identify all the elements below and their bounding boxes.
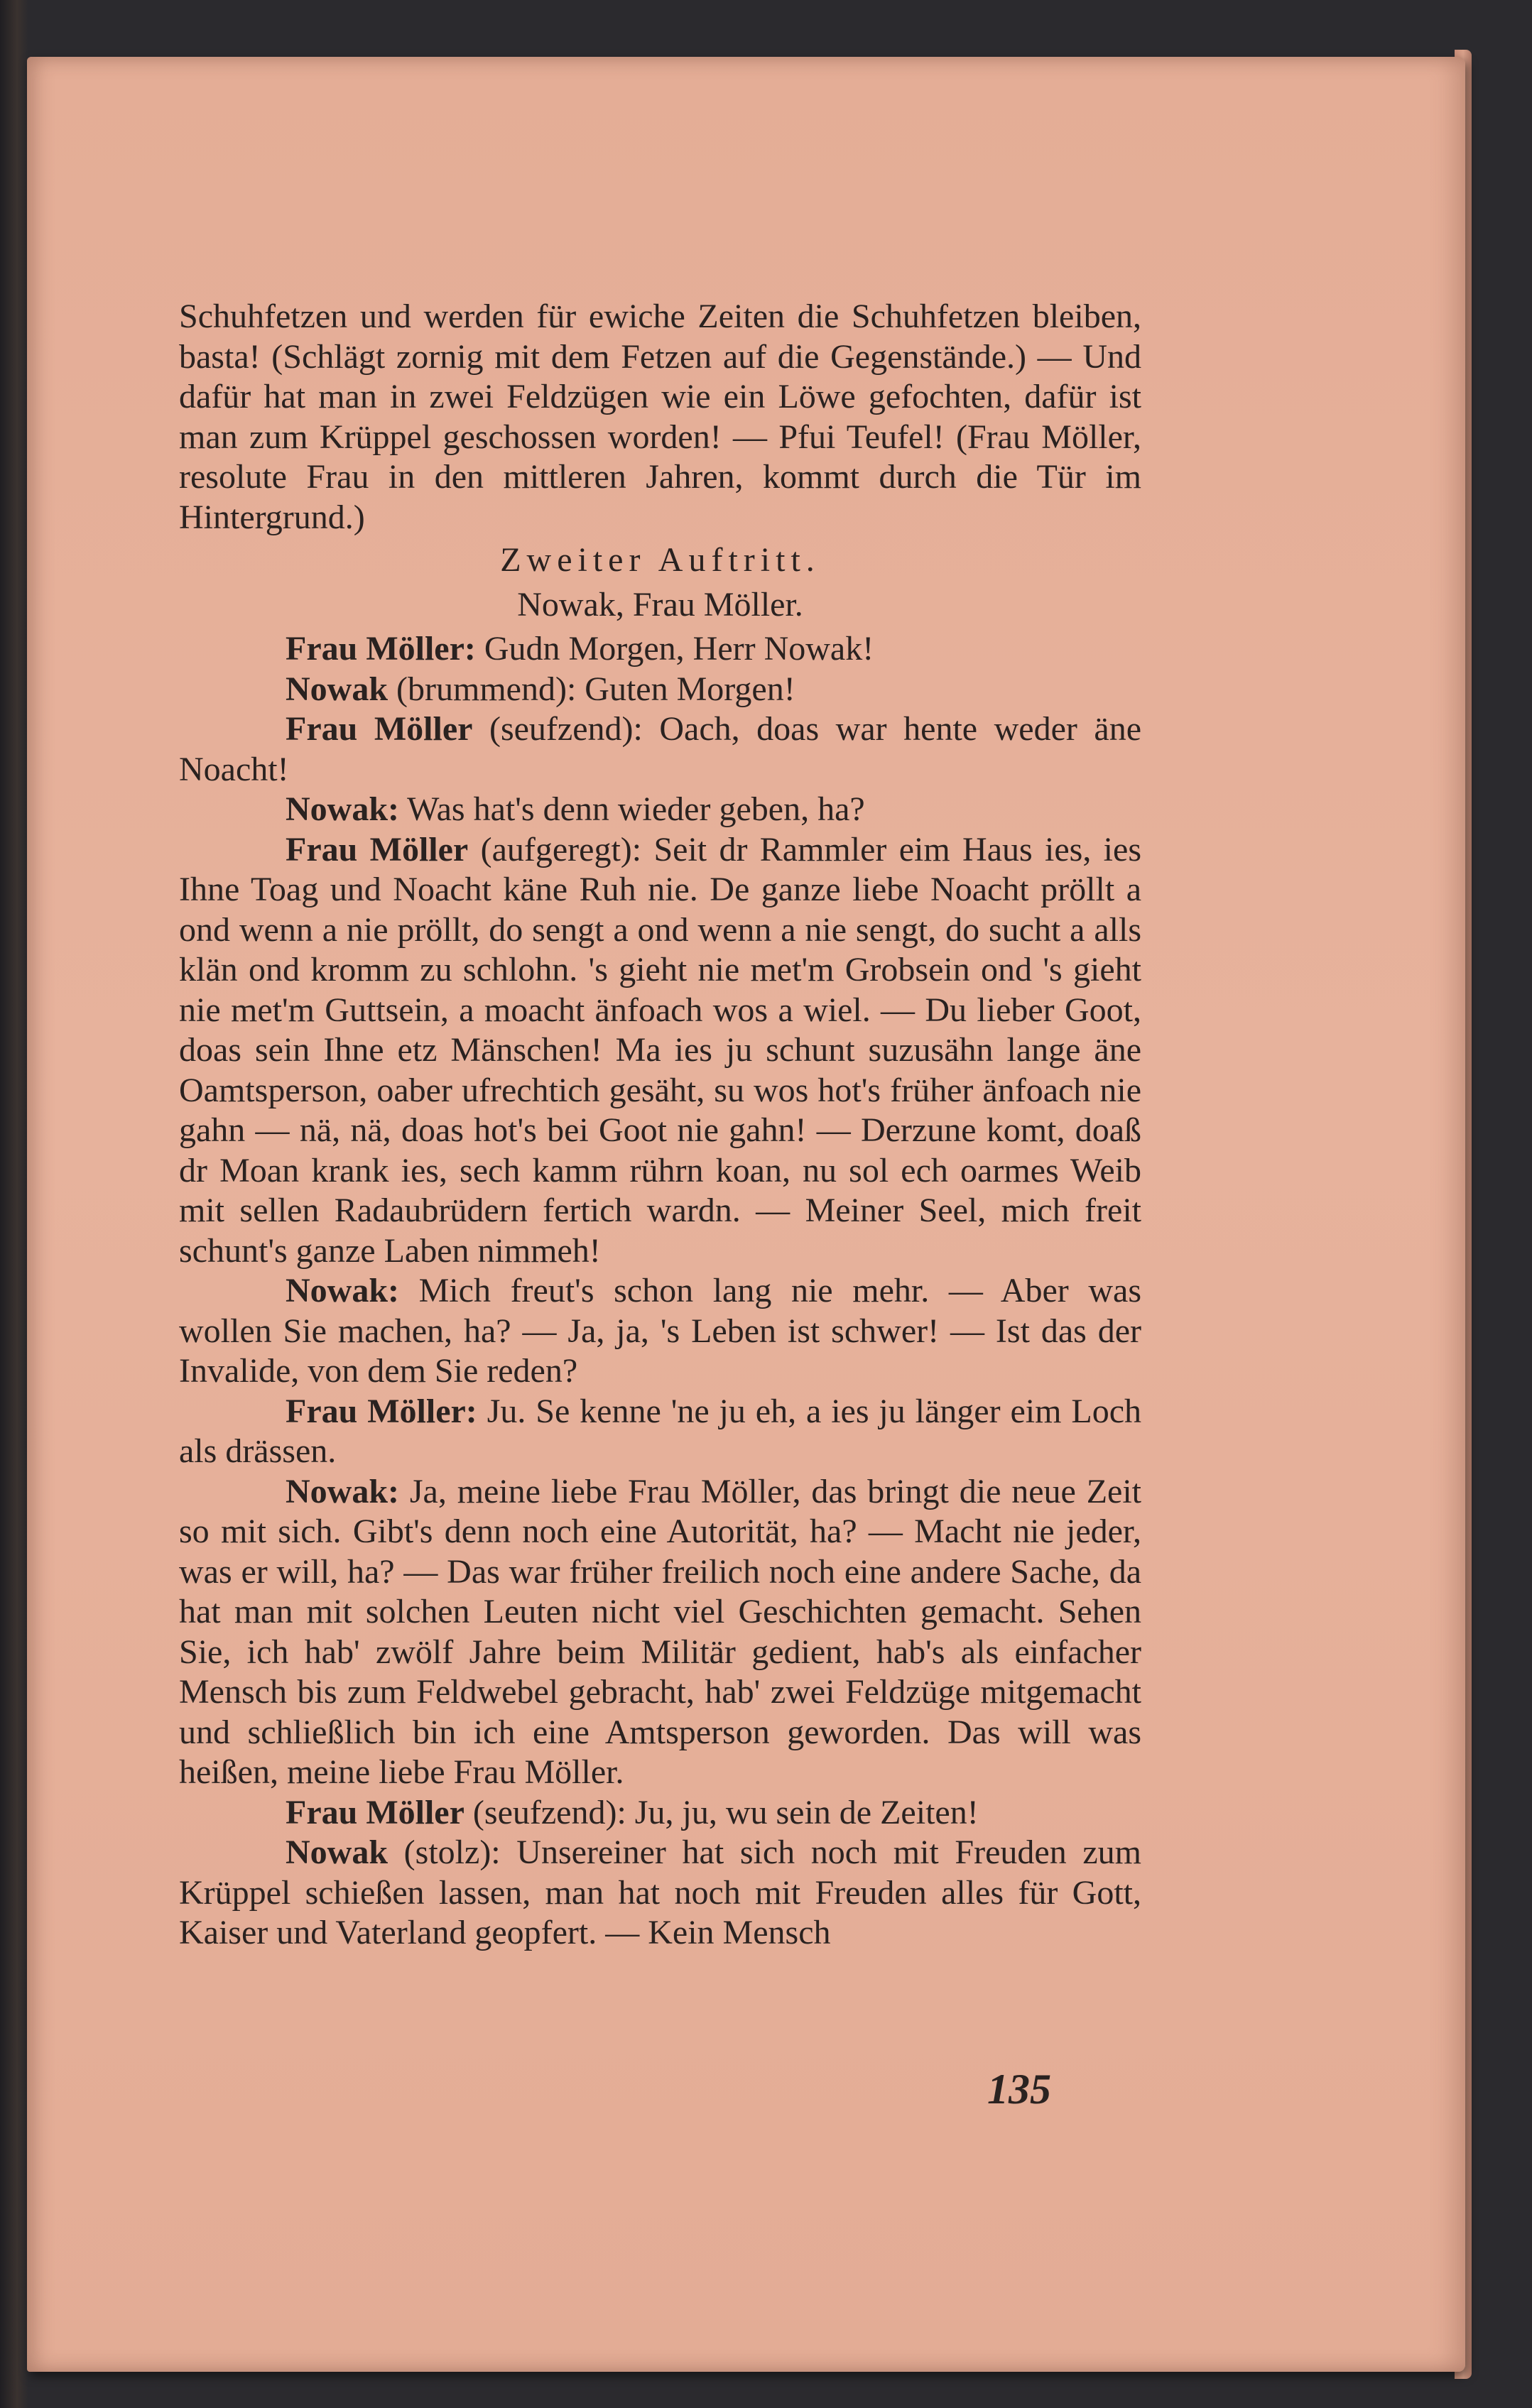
speech-paragraph [179,1392,1141,1472]
scene-heading [179,540,1141,581]
speech-text: Guten Morgen! [576,670,795,708]
speech-paragraph [179,629,1141,670]
speech-paragraph [179,1271,1141,1392]
cast-list-heading [179,585,1141,626]
speaker-name: Nowak: [286,790,400,828]
continuation-paragraph [179,297,1141,538]
cast-list-text: Nowak, Frau Möller. [517,585,803,623]
page-body-text [179,297,1141,1954]
speech-paragraph [179,1472,1141,1793]
scene-heading-text: Zweiter Auftritt. [500,541,820,579]
speech-text: Gudn Morgen, Herr Nowak! [475,630,874,668]
speaker-name: Frau Möller: [286,1392,477,1430]
stage-direction: (stolz): [388,1834,501,1871]
speech-text: Ja, meine liebe Frau Möller, das bringt die neue Zeit so mit sich. Gibt's denn noch eine Autorität, ha? — Macht nie jeder, was er will, ha? — Das war früher freilich noch eine andere Sache, da hat man mit solchen Leuten nicht viel Geschichten gemacht. Sehen Sie, ich hab' zwölf Jahre beim Militär gedient, hab's als einfacher Mensch bis zum Feldwebel gebracht, hab' zwei Feldzüge mitgemacht und schließlich bin ich eine Amtsperson geworden. Das will was heißen, meine liebe Frau Möller. [179,1472,1141,1791]
book-spine-shadow [0,0,28,2408]
speaker-name: Frau Möller [286,710,473,748]
speaker-name: Frau Möller [286,830,469,868]
speech-text: Seit dr Rammler eim Haus ies, ies Ihne Toag und Noacht käne Ruh nie. De ganze liebe Noacht pröllt a ond wenn a nie pröllt, do sengt a ond wenn a nie sengt, do sucht a alls klän ond kromm zu schlohn. 's gieht nie met'm Grobsein ond 's gieht nie met'm Guttsein, a moacht änfoach wos a wiel. — Du lieber Goot, doas sein Ihne etz Mänschen! Ma ies ju schunt suzusähn lange äne Oamtsperson, oaber ufrechtich gesäht, su wos hot's früher änfoach nie gahn — nä, nä, doas hot's bei Goot nie gahn! — Derzune komt, doaß dr Moan krank ies, sech kamm rührn koan, nu sol ech oarmes Weib mit sellen Radaubrüdern fertich wardn. — Meiner Seel, mich freit schunt's ganze Laben nimmeh! [179,830,1141,1270]
speaker-name: Nowak: [286,1272,400,1309]
speech-paragraph [179,830,1141,1272]
stage-direction: (seufzend): [464,1793,626,1831]
speech-paragraph [179,1793,1141,1834]
speech-paragraph [179,670,1141,710]
speaker-name: Nowak [286,670,389,708]
speech-text: Ju. Se kenne 'ne ju eh, a ies ju länger eim Loch als drässen. [179,1392,1142,1470]
speech-text: Mich freut's schon lang nie mehr. — Aber was wollen Sie machen, ha? — Ja, ja, 's Leben ist schwer! — Ist das der Invalide, von dem Sie reden? [179,1272,1141,1390]
speech-paragraph [179,709,1141,790]
stage-direction: (seufzend): [472,710,643,748]
speech-text: Oach, doas war hente weder äne Noacht! [179,710,1141,788]
speech-text: Ju, ju, wu sein de Zeiten! [626,1793,979,1831]
speaker-name: Nowak [286,1834,389,1871]
stage-direction: (brummend): [388,670,577,708]
speech-text: Unsereiner hat sich noch mit Freuden zum Krüppel schießen lassen, man hat noch mit Freuden alles für Gott, Kaiser und Vaterland geopfert. — Kein Mensch [179,1834,1142,1951]
page-number: 135 [987,2066,1051,2113]
speaker-name: Frau Möller: [286,630,476,668]
speaker-name: Frau Möller [286,1793,465,1831]
stage-direction: (aufgeregt): [468,830,642,868]
speech-paragraph [179,1833,1141,1954]
speech-text: Was hat's denn wieder geben, ha? [399,790,865,828]
paragraph-text: Schuhfetzen und werden für ewiche Zeiten die Schuhfetzen bleiben, basta! (Schlägt zornig mit dem Fetzen auf die Gegenstände.) — Und dafür hat man in zwei Feldzügen wie ein Löwe gefochten, dafür ist man zum Krüppel geschossen worden! — Pfui Teufel! (Frau Möller, resolute Frau in den mittleren Jahren, kommt durch die Tür im Hintergrund.) [179,298,1141,536]
speech-paragraph [179,790,1141,830]
speaker-name: Nowak: [286,1472,400,1510]
